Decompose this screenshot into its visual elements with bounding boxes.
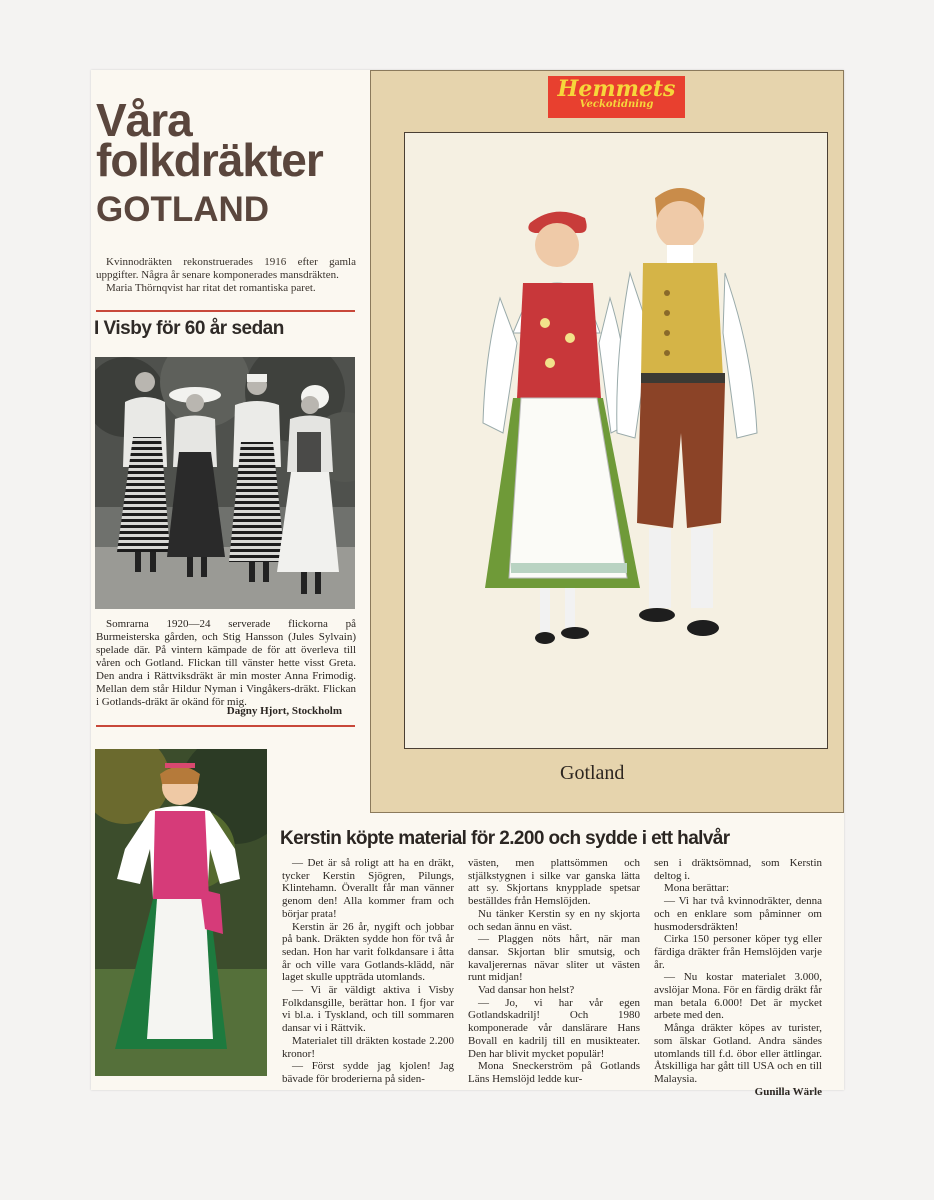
- article-paragraph: — Vi är väldigt aktiva i Visby Folkdansgille, berättar hon. I fjor var vi bl.a. i Tyskland, och till sommaren dansar vi i Rättvik.: [282, 984, 454, 1035]
- article-column-1: [282, 857, 454, 1086]
- article-paragraph: Mona berättar:: [664, 882, 730, 895]
- logo-main: Hemmets: [557, 76, 676, 102]
- intro-paragraph: Kvinnodräkten rekonstruerades 1916 efter gamla uppgifter. Några år senare komponerades mansdräkten.: [96, 256, 356, 281]
- article-column-2: [468, 857, 640, 1086]
- article-signature: Gunilla Wärle: [754, 1085, 822, 1098]
- intro-text: [96, 256, 356, 295]
- kerstin-photo-drawing: [95, 749, 267, 1076]
- article-paragraph: Nu tänker Kerstin sy en ny skjorta och sedan ännu en väst.: [468, 907, 640, 933]
- divider: [96, 725, 355, 727]
- region-title: GOTLAND: [96, 190, 270, 229]
- article-paragraph: Vad dansar hon helst?: [478, 984, 575, 997]
- divider: [96, 310, 355, 312]
- intro-paragraph: Maria Thörnqvist har ritat det romantiska paret.: [106, 282, 316, 294]
- logo-sub: Veckotidning: [579, 99, 654, 110]
- kerstin-photo: [95, 749, 267, 1076]
- article-paragraph: — Plaggen nöts hårt, när man dansar. Skjortan blir smutsig, och kavaljerernas nävar sliter ut västen runt midjan!: [468, 933, 640, 984]
- visby-caption: [96, 618, 356, 709]
- article-paragraph: Cirka 150 personer köper tyg eller färdiga dräkter från Hemslöjden varje år.: [654, 933, 822, 971]
- visby-photo-drawing: [95, 357, 355, 609]
- article-paragraph: — Jo, vi har vår egen Gotlandskadrilj! Och 1980 komponerade vår danslärare Hans Bovall en kadrilj till en musikteater. Den har blivit mycket populär!: [468, 996, 640, 1060]
- article-paragraph: Många dräkter köpes av turister, som älskar Gotland. Andra sändes utomlands till f.d. öbor eller ättlingar. Åtskilliga har gått till USA och en till Malaysia.: [654, 1022, 822, 1085]
- article-paragraph: — Det är så roligt att ha en dräkt, tycker Kerstin Sjögren, Pilungs, Klintehamn. Överallt får man vänner genom den! Alla kommer fram och börjar prata!: [282, 857, 454, 920]
- article-paragraph: — Nu kostar materialet 3.000, avslöjar Mona. För en färdig dräkt får man betala 6.000! Det är mycket arbete med den.: [654, 971, 822, 1022]
- costume-couple-drawing: [405, 133, 828, 749]
- article-paragraph: Materialet till dräkten kostade 2.200 kronor!: [282, 1034, 454, 1060]
- article-paragraph: — Vi har två kvinnodräkter, denna och en enklare som påminner om husmodersdräkten!: [654, 895, 822, 933]
- article-headline: Kerstin köpte material för 2.200 och sydde i ett halvår: [280, 828, 730, 849]
- title-block: [96, 94, 358, 230]
- article-paragraph: västen, men plattsömmen och stjälkstygnen i silke var ganska lätta att sy. Skjortans knypplade spetsar beställdes från Hemslöjden.: [468, 857, 640, 908]
- visby-signature: Dagny Hjort, Stockholm: [226, 705, 342, 717]
- visby-caption-text: Somrarna 1920—24 serverade flickorna på Burmeisterska gården, och Stig Hansson (Jules Sylvain) spelade där. På vintern kämpade de för att överleva till våren och Gotland. Flickan till vänster hette visst Greta. Den andra i Rättviksdräkt är min moster Anna Frimodig. Mellan dem står Hildur Nyman i Vingåkers-dräkt. Flickan i Gotlands-dräkt är okänd för mig.: [96, 618, 356, 708]
- illustration-caption: Gotland: [560, 762, 625, 784]
- article-paragraph: Mona Sneckerström på Gotlands Läns Hemslöjd ledde kur-: [468, 1060, 640, 1085]
- hemmets-logo: [548, 76, 685, 118]
- title-line-2: folkdräkter: [96, 134, 323, 186]
- article-paragraph: sen i dräktsömnad, som Kerstin deltog i.: [654, 857, 822, 882]
- page-title: [96, 94, 358, 186]
- title-line-1: Våra: [96, 94, 192, 146]
- visby-heading: I Visby för 60 år sedan: [94, 318, 284, 339]
- article-paragraph: Kerstin är 26 år, nygift och jobbar på bank. Dräkten sydde hon för två år sedan. Hon har varit folkdansare i åtta år och ville vara Gotlands-klädd, när laget skulle uppträda utomlands.: [282, 920, 454, 984]
- visby-photo: [95, 357, 355, 609]
- article-column-3: [654, 857, 822, 1098]
- article-paragraph: — Först sydde jag kjolen! Jag bävade för broderierna på siden-: [282, 1060, 454, 1085]
- costume-illustration: [404, 132, 828, 749]
